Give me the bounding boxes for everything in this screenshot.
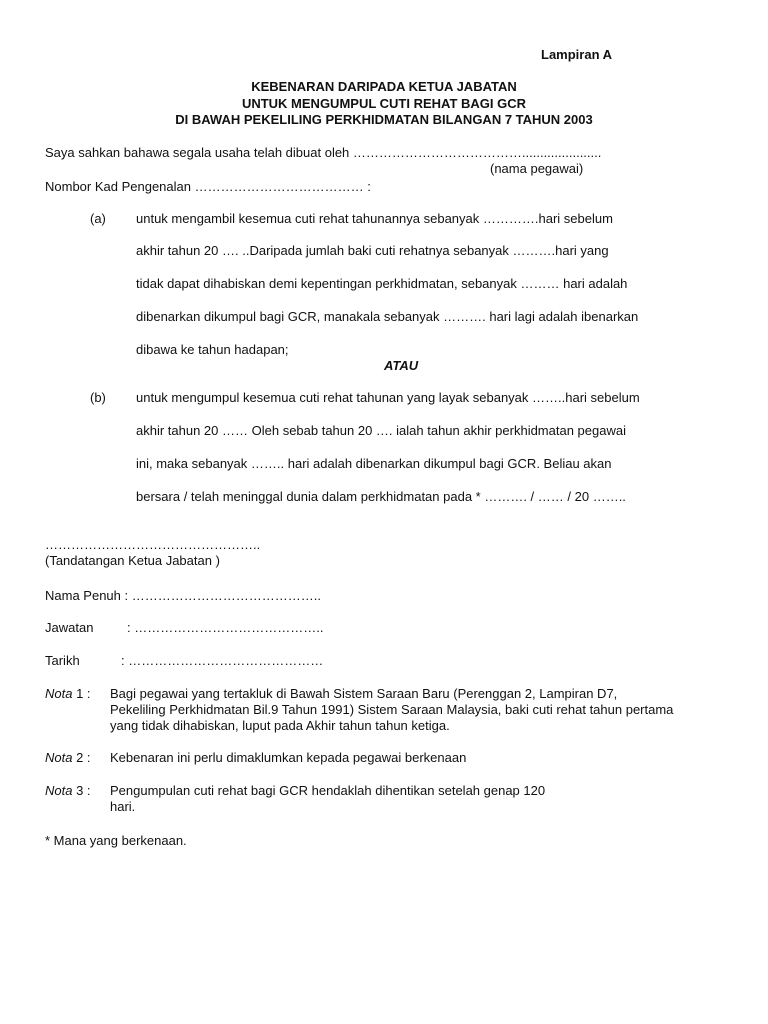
item-b-line: bersara / telah meninggal dunia dalam perkhidmatan pada * ………. / …… / 20 …….. [136, 489, 626, 504]
nota-2-label: Nota 2 : [45, 750, 91, 765]
nama-pegawai-hint: (nama pegawai) [490, 161, 584, 176]
title-line-2: UNTUK MENGUMPUL CUTI REHAT BAGI GCR [241, 96, 527, 111]
nota-2-line: Kebenaran ini perlu dimaklumkan kepada pegawai berkenaan [110, 750, 467, 765]
item-b-line: untuk mengumpul kesemua cuti rehat tahunan yang layak sebanyak ……..hari sebelum [136, 390, 640, 405]
nota-1-line: Bagi pegawai yang tertakluk di Bawah Sistem Saraan Baru (Perenggan 2, Lampiran D7, [110, 686, 618, 701]
title-line-3: DI BAWAH PEKELILING PERKHIDMATAN BILANGAN 7 TAHUN 2003 [175, 112, 593, 127]
item-b-line: akhir tahun 20 …… Oleh sebab tahun 20 …. ialah tahun akhir perkhidmatan pegawai [136, 423, 626, 438]
nota-3-line: hari. [110, 799, 136, 814]
item-a-line: dibenarkan dikumpul bagi GCR, manakala sebanyak ………. hari lagi adalah ibenarkan [136, 309, 639, 324]
nota-3-label: Nota 3 : [45, 783, 91, 798]
atau-separator: ATAU [384, 358, 419, 373]
item-a-line: tidak dapat dihabiskan demi kepentingan perkhidmatan, sebanyak ……… hari adalah [136, 276, 628, 291]
nota-3-line: Pengumpulan cuti rehat bagi GCR hendaklah dihentikan setelah genap 120 [110, 783, 546, 798]
item-a-line: untuk mengambil kesemua cuti rehat tahunannya sebanyak ………….hari sebelum [136, 211, 613, 226]
intro-line-1: Saya sahkan bahawa segala usaha telah dibuat oleh …………………………………...................... [45, 145, 602, 160]
nota-1-label: Nota 1 : [45, 686, 91, 701]
tarikh-label: Tarikh [45, 653, 80, 668]
signature-label: (Tandatangan Ketua Jabatan ) [45, 553, 220, 568]
item-a-label: (a) [90, 211, 106, 226]
lampiran-label: Lampiran A [541, 47, 613, 62]
item-a-line: dibawa ke tahun hadapan; [136, 342, 289, 357]
intro-line-2: Nombor Kad Pengenalan ………………………………… : [45, 179, 371, 194]
nota-1-line: yang tidak dihabiskan, luput pada Akhir tahun tahun ketiga. [110, 718, 450, 733]
signature-line: ………………………………………….. [45, 537, 261, 552]
tarikh-value: : ……………………………………… [121, 653, 324, 668]
nota-1-line: Pekeliling Perkhidmatan Bil.9 Tahun 1991) Sistem Saraan Malaysia, baki cuti rehat tahun pertama [110, 702, 674, 717]
item-b-line: ini, maka sebanyak …….. hari adalah dibenarkan dikumpul bagi GCR. Beliau akan [136, 456, 612, 471]
nama-penuh-field: Nama Penuh : …………………………………….. [45, 588, 321, 603]
title-line-1: KEBENARAN DARIPADA KETUA JABATAN [251, 79, 517, 94]
item-a-line: akhir tahun 20 …. ..Daripada jumlah baki cuti rehatnya sebanyak ……….hari yang [136, 243, 609, 258]
footnote: * Mana yang berkenaan. [45, 833, 187, 848]
item-b-label: (b) [90, 390, 106, 405]
jawatan-value: : …………………………………….. [127, 620, 324, 635]
jawatan-label: Jawatan [45, 620, 94, 635]
